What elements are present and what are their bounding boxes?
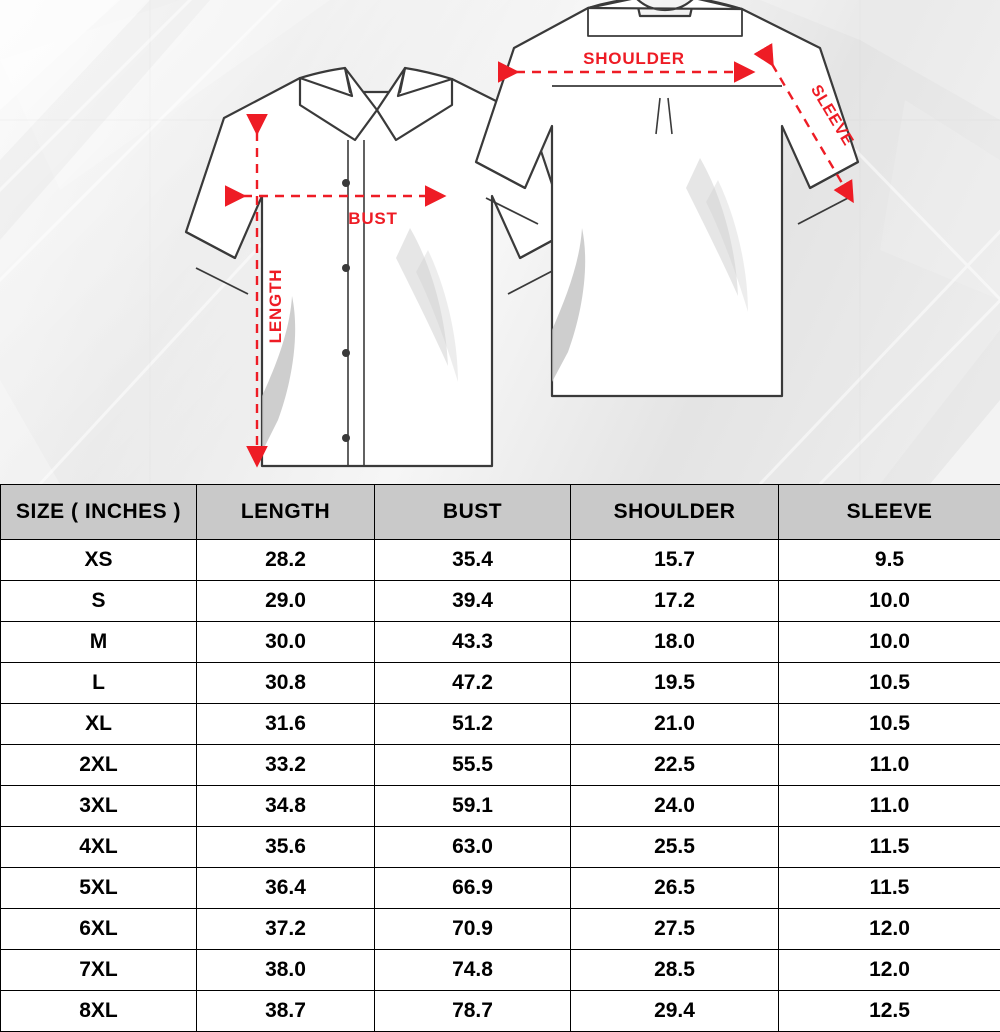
shirt-diagrams (0, 0, 1000, 484)
cell-bust: 51.2 (375, 704, 571, 745)
header-shoulder: SHOULDER (571, 485, 779, 540)
table-row (1, 581, 1000, 622)
cell-bust: 66.9 (375, 868, 571, 909)
cell-sleeve: 12.0 (779, 909, 1000, 950)
table-row (1, 540, 1000, 581)
cell-bust: 47.2 (375, 663, 571, 704)
cell-length: 38.7 (197, 991, 375, 1032)
cell-sleeve: 11.5 (779, 827, 1000, 868)
length-label: LENGTH (266, 269, 285, 344)
cell-bust: 55.5 (375, 745, 571, 786)
cell-sleeve: 9.5 (779, 540, 1000, 581)
cell-sleeve: 10.5 (779, 704, 1000, 745)
cell-size: 2XL (1, 745, 197, 786)
table-row (1, 950, 1000, 991)
cell-bust: 78.7 (375, 991, 571, 1032)
cell-length: 37.2 (197, 909, 375, 950)
cell-length: 29.0 (197, 581, 375, 622)
cell-sleeve: 12.0 (779, 950, 1000, 991)
garment-illustration (0, 0, 1000, 484)
cell-shoulder: 17.2 (571, 581, 779, 622)
cell-sleeve: 10.5 (779, 663, 1000, 704)
size-chart-table (0, 484, 1000, 1032)
cell-shoulder: 18.0 (571, 622, 779, 663)
table-row (1, 868, 1000, 909)
table-row (1, 827, 1000, 868)
table-row (1, 663, 1000, 704)
cell-length: 38.0 (197, 950, 375, 991)
cell-size: 8XL (1, 991, 197, 1032)
bust-label: BUST (348, 209, 397, 228)
header-size: SIZE ( INCHES ) (1, 485, 197, 540)
header-length: LENGTH (197, 485, 375, 540)
header-bust: BUST (375, 485, 571, 540)
cell-size: 4XL (1, 827, 197, 868)
cell-size: 6XL (1, 909, 197, 950)
cell-shoulder: 29.4 (571, 991, 779, 1032)
cell-sleeve: 10.0 (779, 622, 1000, 663)
cell-sleeve: 12.5 (779, 991, 1000, 1032)
cell-sleeve: 11.0 (779, 745, 1000, 786)
table-row (1, 909, 1000, 950)
cell-sleeve: 11.0 (779, 786, 1000, 827)
cell-shoulder: 24.0 (571, 786, 779, 827)
table-row (1, 622, 1000, 663)
cell-length: 36.4 (197, 868, 375, 909)
cell-shoulder: 25.5 (571, 827, 779, 868)
cell-size: XL (1, 704, 197, 745)
cell-bust: 59.1 (375, 786, 571, 827)
table-row (1, 991, 1000, 1032)
table-header-row (1, 485, 1000, 540)
cell-length: 31.6 (197, 704, 375, 745)
table-row (1, 786, 1000, 827)
cell-shoulder: 21.0 (571, 704, 779, 745)
cell-size: S (1, 581, 197, 622)
cell-size: L (1, 663, 197, 704)
cell-bust: 70.9 (375, 909, 571, 950)
cell-size: 5XL (1, 868, 197, 909)
cell-length: 33.2 (197, 745, 375, 786)
cell-sleeve: 11.5 (779, 868, 1000, 909)
cell-length: 30.8 (197, 663, 375, 704)
cell-bust: 63.0 (375, 827, 571, 868)
cell-size: XS (1, 540, 197, 581)
cell-size: 3XL (1, 786, 197, 827)
cell-size: 7XL (1, 950, 197, 991)
cell-shoulder: 19.5 (571, 663, 779, 704)
cell-shoulder: 22.5 (571, 745, 779, 786)
table-row (1, 745, 1000, 786)
sleeve-label: SLEEVE (807, 82, 857, 149)
cell-bust: 43.3 (375, 622, 571, 663)
cell-length: 35.6 (197, 827, 375, 868)
cell-shoulder: 15.7 (571, 540, 779, 581)
header-sleeve: SLEEVE (779, 485, 1000, 540)
cell-length: 30.0 (197, 622, 375, 663)
cell-length: 34.8 (197, 786, 375, 827)
cell-size: M (1, 622, 197, 663)
cell-bust: 35.4 (375, 540, 571, 581)
table-row (1, 704, 1000, 745)
cell-sleeve: 10.0 (779, 581, 1000, 622)
cell-bust: 39.4 (375, 581, 571, 622)
cell-shoulder: 28.5 (571, 950, 779, 991)
cell-shoulder: 27.5 (571, 909, 779, 950)
cell-bust: 74.8 (375, 950, 571, 991)
shoulder-label: SHOULDER (583, 49, 685, 68)
cell-length: 28.2 (197, 540, 375, 581)
cell-shoulder: 26.5 (571, 868, 779, 909)
